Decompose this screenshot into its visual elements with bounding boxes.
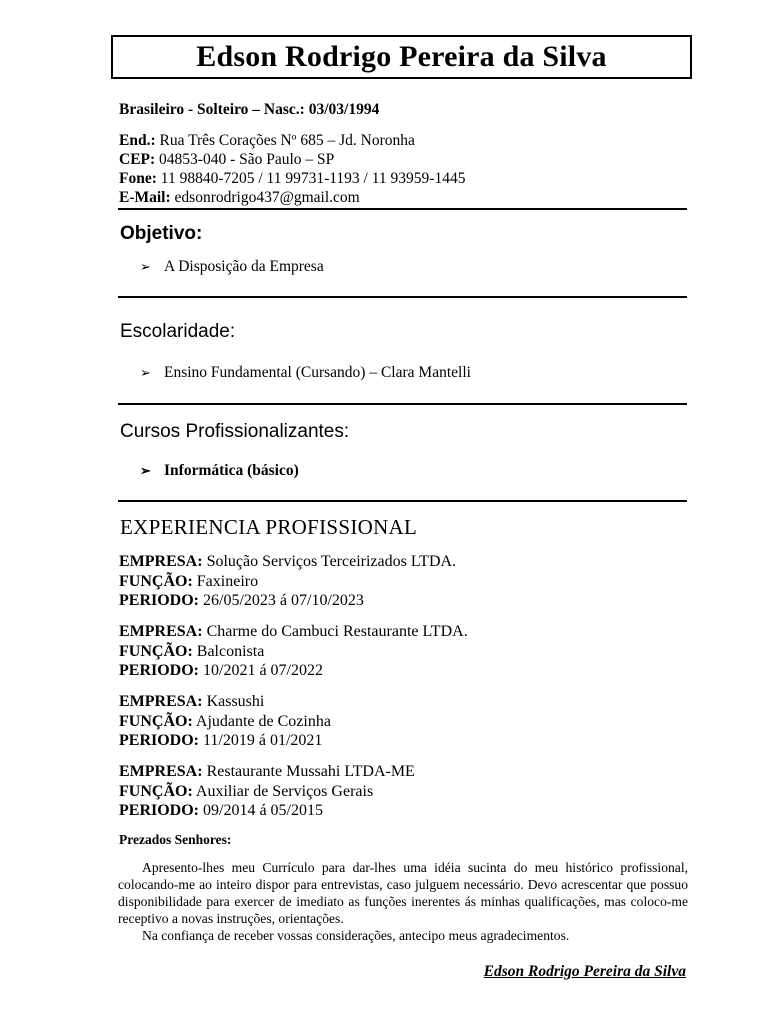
role-value: Faxineiro <box>192 572 259 590</box>
job-2 <box>119 622 468 681</box>
address-value: Rua Três Corações Nº 685 – Jd. Noronha <box>155 132 415 149</box>
section-divider <box>118 403 687 405</box>
phone-label: Fone: <box>119 170 157 187</box>
period-value: 09/2014 á 05/2015 <box>199 802 323 819</box>
courses-item <box>140 462 299 480</box>
letter-greeting: Prezados Senhores: <box>119 832 232 847</box>
cep-label: CEP: <box>119 151 156 168</box>
role-label: FUNÇÃO: <box>119 642 193 660</box>
arrow-bullet-icon: ➢ <box>140 463 151 478</box>
signature: Edson Rodrigo Pereira da Silva <box>483 963 686 980</box>
role-value: Ajudante de Cozinha <box>192 712 331 730</box>
objective-title: Objetivo: <box>120 223 203 244</box>
arrow-bullet-icon: ➢ <box>140 365 151 380</box>
courses-title: Cursos Profissionalizantes: <box>120 421 350 442</box>
objective-text: A Disposição da Empresa <box>164 258 324 275</box>
role-label: FUNÇÃO: <box>119 782 193 800</box>
period-label: PERIODO: <box>119 732 199 749</box>
address-label: End.: <box>119 132 156 149</box>
education-text: Ensino Fundamental (Cursando) – Clara Mantelli <box>164 364 471 381</box>
period-label: PERIODO: <box>119 592 199 609</box>
arrow-bullet-icon: ➢ <box>140 259 151 274</box>
objective-item <box>140 258 324 276</box>
company-value: Charme do Cambuci Restaurante LTDA. <box>202 623 468 640</box>
section-divider <box>118 208 687 210</box>
period-label: PERIODO: <box>119 662 199 679</box>
role-label: FUNÇÃO: <box>119 572 193 590</box>
courses-text: Informática (básico) <box>164 462 299 479</box>
address-line <box>119 131 415 150</box>
cep-value: 04853-040 - São Paulo – SP <box>155 151 335 168</box>
company-label: EMPRESA: <box>119 623 203 640</box>
company-value: Solução Serviços Terceirizados LTDA. <box>202 553 457 570</box>
experience-title: EXPERIENCIA PROFISSIONAL <box>120 515 418 539</box>
email-line <box>119 188 360 207</box>
company-value: Restaurante Mussahi LTDA-ME <box>202 763 415 780</box>
company-label: EMPRESA: <box>119 763 203 780</box>
phone-line <box>119 169 465 188</box>
role-value: Balconista <box>192 642 265 660</box>
period-value: 10/2021 á 07/2022 <box>199 662 323 679</box>
company-label: EMPRESA: <box>119 553 203 570</box>
role-value: Auxiliar de Serviços Gerais <box>192 782 374 800</box>
letter-paragraph-1: Apresento-lhes meu Currículo para dar-lhes uma idéia sucinta do meu histórico profissional, colocando-me ao inteiro dispor para entrevistas, caso julguem necessário. Devo acrescentar que possuo disponibilidade para exercer de imediato as funções inerentes ás minhas qualificações, mas coloco-me receptivo a novas instruções, orientações. <box>118 860 688 926</box>
job-3 <box>119 692 331 751</box>
section-divider <box>118 296 687 298</box>
job-4 <box>119 762 415 821</box>
personal-info: Brasileiro - Solteiro – Nasc.: 03/03/1994 <box>119 101 380 118</box>
phone-value: 11 98840-7205 / 11 99731-1193 / 11 93959-1445 <box>156 170 466 187</box>
job-1 <box>119 552 456 611</box>
education-title: Escolaridade: <box>120 321 236 342</box>
resume-name-header: Edson Rodrigo Pereira da Silva <box>111 35 692 79</box>
section-divider <box>118 500 687 502</box>
email-label: E-Mail: <box>119 189 171 206</box>
letter-paragraph-2: Na confiança de receber vossas considerações, antecipo meus agradecimentos. <box>142 928 570 943</box>
education-item <box>140 364 471 382</box>
cep-line <box>119 150 334 169</box>
period-value: 26/05/2023 á 07/10/2023 <box>199 592 364 609</box>
role-label: FUNÇÃO: <box>119 712 193 730</box>
company-label: EMPRESA: <box>119 693 203 710</box>
period-value: 11/2019 á 01/2021 <box>199 732 323 749</box>
company-value: Kassushi <box>202 693 265 710</box>
period-label: PERIODO: <box>119 802 199 819</box>
email-value: edsonrodrigo437@gmail.com <box>170 189 360 206</box>
cover-letter <box>118 859 688 944</box>
